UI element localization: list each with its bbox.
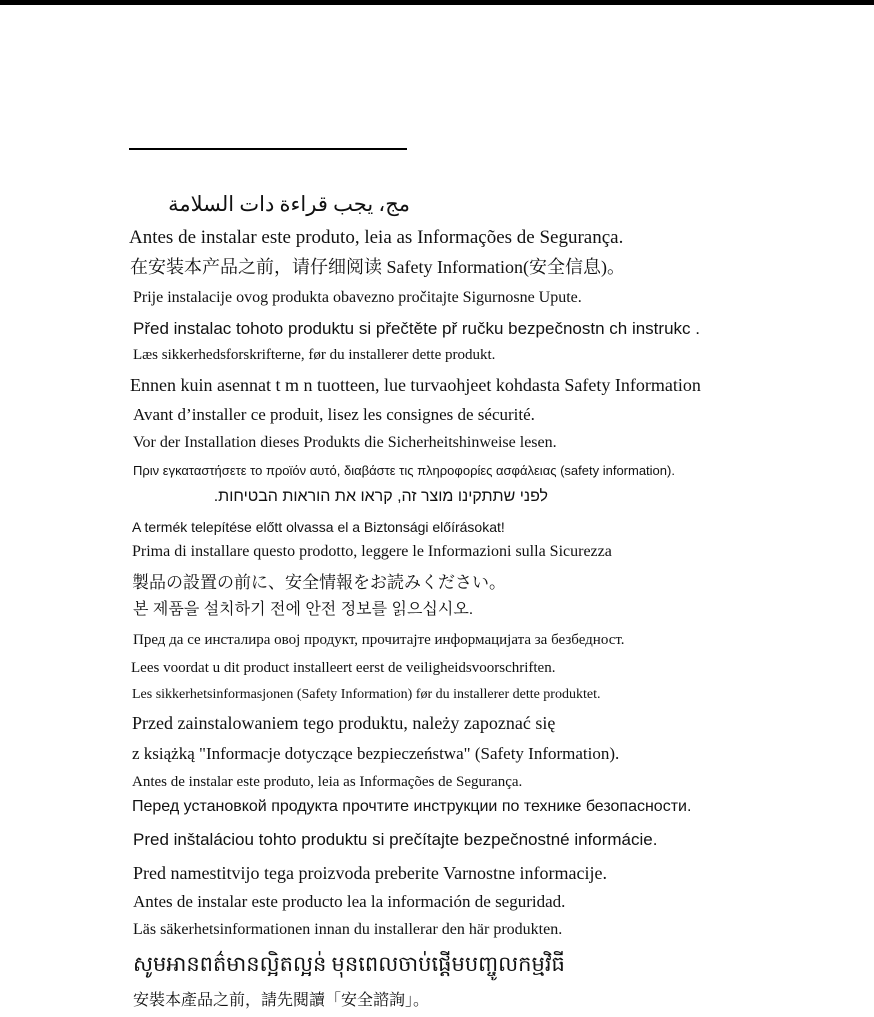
line-polish-1: Przed zainstalowaniem tego produktu, należy zapoznać się bbox=[132, 713, 556, 733]
line-dutch: Lees voordat u dit product installeert eerst de veiligheidsvoorschriften. bbox=[131, 660, 556, 676]
line-chinese-simplified: 在安装本产品之前，请仔细阅读 Safety Information(安全信息)。 bbox=[130, 257, 625, 277]
section-rule bbox=[129, 148, 407, 150]
line-khmer: សូមអានពត៌មានល្អិតល្អន់ មុនពេលចាប់ផ្តើមបញ្ចូលកម្មវិធី bbox=[133, 952, 565, 976]
line-french: Avant d’installer ce produit, lisez les consignes de sécurité. bbox=[133, 405, 535, 424]
line-spanish: Antes de instalar este producto lea la información de seguridad. bbox=[133, 892, 566, 911]
line-portuguese-portugal: Antes de instalar este produto, leia as Informações de Segurança. bbox=[132, 774, 523, 790]
line-czech: Před instalac tohoto produktu si přečtěte př ručku bezpečnostn ch instrukc . bbox=[133, 319, 700, 338]
top-rule bbox=[0, 0, 874, 5]
line-slovenian: Pred namestitvijo tega proizvoda preberite Varnostne informacije. bbox=[133, 863, 608, 883]
line-japanese: 製品の設置の前に、安全情報をお読みください。 bbox=[132, 573, 506, 592]
line-korean: 본 제품을 설치하기 전에 안전 정보를 읽으십시오. bbox=[133, 601, 474, 618]
line-portuguese-brazil: Antes de instalar este produto, leia as Informações de Segurança. bbox=[129, 227, 624, 248]
line-danish: Læs sikkerhedsforskrifterne, før du installerer dette produkt. bbox=[133, 347, 496, 363]
line-swedish: Läs säkerhetsinformationen innan du installerar den här produkten. bbox=[133, 921, 563, 938]
line-polish-2: z książką "Informacje dotyczące bezpieczeństwa" (Safety Information). bbox=[132, 744, 620, 763]
line-arabic: مج، يجب قراءة دات السلامة bbox=[168, 192, 410, 216]
line-german: Vor der Installation dieses Produkts die Sicherheitshinweise lesen. bbox=[133, 434, 557, 451]
line-italian: Prima di installare questo prodotto, leggere le Informazioni sulla Sicurezza bbox=[132, 543, 612, 560]
line-macedonian: Пред да се инсталира овој продукт, прочитајте информацијата за безбедност. bbox=[133, 632, 625, 648]
line-slovak: Pred inštaláciou tohto produktu si prečítajte bezpečnostné informácie. bbox=[133, 830, 658, 849]
line-norwegian: Les sikkerhetsinformasjonen (Safety Information) før du installerer dette produktet. bbox=[132, 687, 601, 702]
line-russian: Перед установкой продукта прочтите инструкции по технике безопасности. bbox=[132, 798, 692, 815]
line-chinese-traditional: 安裝本產品之前，請先閱讀「安全諮詢」。 bbox=[133, 992, 430, 1009]
line-hebrew: לפני שתתקינו מוצר זה, קראו את הוראות הבטיחות. bbox=[213, 488, 548, 505]
line-croatian: Prije instalacije ovog produkta obavezno pročitajte Sigurnosne Upute. bbox=[133, 289, 582, 306]
line-hungarian: A termék telepítése előtt olvassa el a Biztonsági előírásokat! bbox=[132, 519, 505, 535]
line-finnish: Ennen kuin asennat t m n tuotteen, lue turvaohjeet kohdasta Safety Information bbox=[130, 375, 701, 395]
line-greek: Πριν εγκαταστήσετε το προϊόν αυτό, διαβάστε τις πληροφορίες ασφάλειας (safety information). bbox=[133, 463, 675, 478]
